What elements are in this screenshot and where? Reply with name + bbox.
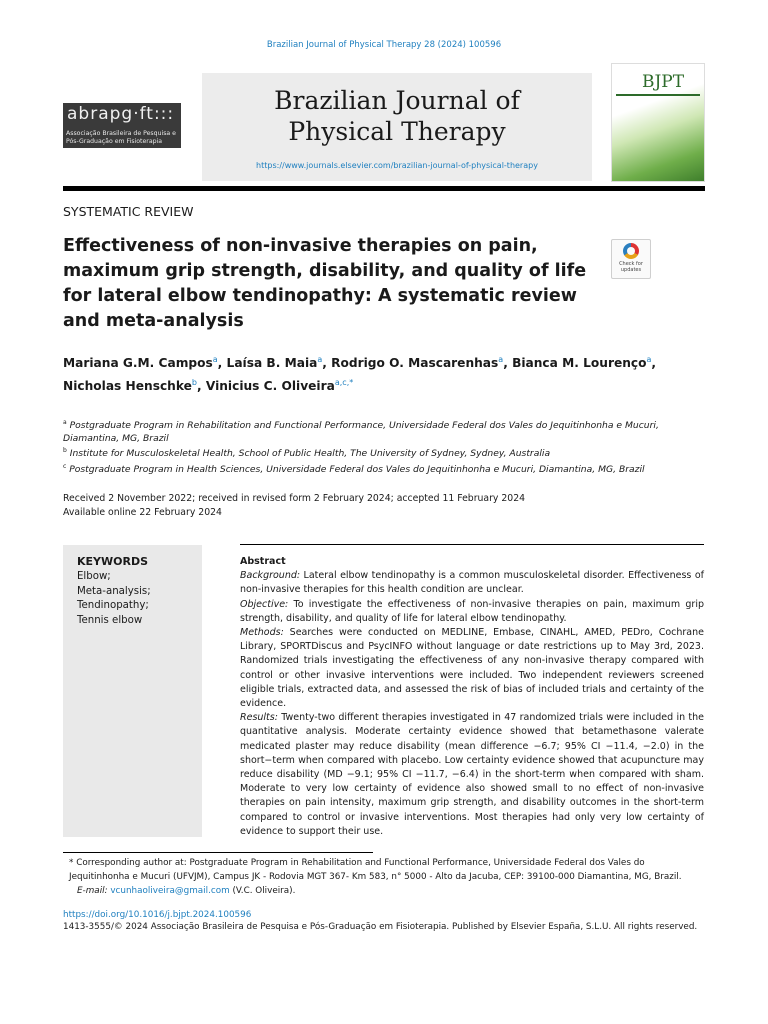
keywords-box [63,545,202,837]
corresponding-email-line: E-mail: vcunhaoliveira@gmail.com (V.C. Oliveira). [77,886,296,896]
journal-masthead [202,73,592,181]
affiliations [63,417,708,476]
author-name: Rodrigo O. Mascarenhas [331,356,499,371]
keyword-item: Elbow; [77,571,111,582]
cover-divider [616,94,700,96]
author-affiliation-marker[interactable]: a,c,* [334,378,354,388]
author-name: Nicholas Henschke [63,379,192,394]
abstract-results: Results: Twenty-two different therapies investigated in 47 randomized trials were included in the quantitative analysis. Moderate certainty evidence showed that betamethasone valerate medicated plaster may reduce disability (mean difference −6.7; 95% CI −11.4, −2.0) in the short−term when compared with placebo. Low certainty evidence showed that acupuncture may reduce disability (MD −9.1; 95% CI −11.7, −6.4) in the short-term when compared with sham. Moderate to very low certainty of evidence also showed small to no effect of non-invasive therapies on pain intensity, maximum grip strength, and disability outcomes in the short-term compared to control or invasive interventions. Most therapies had only very low certainty of evidence to support their use. [240,712,704,837]
affiliation-item: $^c$ Postgraduate Program in Health Sciences, Universidade Federal dos Vales do Jequitinhonha e Mucuri, Diamantina, MG, Brazil [63,462,645,475]
keywords-title: KEYWORDS [77,555,149,568]
abstract [240,555,704,839]
online-date: Available online 22 February 2024 [63,507,222,518]
header-rule [63,186,705,191]
author-affiliation-marker[interactable]: a [646,355,652,364]
author-affiliation-marker[interactable]: a [212,355,218,364]
author-affiliation-marker[interactable]: b [191,378,197,388]
author-name: Vinicius C. Oliveira [205,379,335,394]
crossmark-icon [623,243,639,259]
corresponding-author-footnote [63,856,708,898]
author-list: Mariana G.M. Campos$^a$, Laísa B. Maia$^a$, Rodrigo O. Mascarenhas$^a$, Bianca M. Lourenço$^a$, Nicholas Henschke$^b$, Vinicius C. Oliveira$^{a,c,*}$ [63,355,657,394]
article-dates [63,492,708,520]
email-link[interactable]: vcunhaoliveira@gmail.com [110,886,230,896]
journal-title [202,85,592,147]
article-title: Effectiveness of non-invasive therapies on pain, maximum grip strength, disability, and quality of life for lateral elbow tendinopathy: A systematic review and meta-analysis [63,236,587,331]
abstract-background: Background: Lateral elbow tendinopathy is a common musculoskeletal disorder. Effectiveness of non-invasive therapies for this health condition are unclear. [240,570,704,596]
author-affiliation-marker[interactable]: a [317,355,323,364]
corresponding-address: * Corresponding author at: Postgraduate Program in Rehabilitation and Functional Performance, Universidade Federal dos Vales do Jequitinhonha e Mucuri (UFVJM), Campus JK - Rodovia MGT 367- Km 583, n° 5000 - Alto da Jacuba, CEP: 39100-000 Diamantina, MG, Brazil. [69,858,682,882]
logo-wordmark: abrapg·ft::: [67,104,175,124]
author-name: Mariana G.M. Campos [63,356,213,371]
author-name: Bianca M. Lourenço [512,356,647,371]
abstract-objective: Objective: To investigate the effectiveness of non-invasive therapies on pain, maximum grip strength, disability, and quality of life for lateral elbow tendinopathy. [240,598,704,624]
abstract-rule [240,544,704,545]
abstract-heading: Abstract [240,556,286,567]
affiliation-item: $^a$ Postgraduate Program in Rehabilitation and Functional Performance, Universidade Federal dos Vales do Jequitinhonha e Mucuri, Diamantina, MG, Brazil [63,419,659,444]
journal-title-line-1: Brazilian Journal of [274,86,520,115]
author-name: Laísa B. Maia [226,356,318,371]
affiliation-item: $^b$ Institute for Musculoskeletal Health, School of Public Health, The University of Sydney, Sydney, Australia [63,447,551,460]
keyword-item: Tendinopathy; [77,600,149,611]
journal-url-link[interactable]: https://www.journals.elsevier.com/brazilian-journal-of-physical-therapy [256,161,538,170]
footnote-rule [63,852,373,853]
journal-reference-link[interactable]: Brazilian Journal of Physical Therapy 28 (2024) 100596 [266,40,502,50]
crossmark-label: Check for updates [619,261,643,273]
logo-subtitle-line-2: Pós-Graduação em Fisioterapia [66,138,163,145]
check-for-updates-button[interactable] [611,239,651,279]
doi-link[interactable]: https://doi.org/10.1016/j.bjpt.2024.100596 [63,910,252,920]
copyright-notice: 1413-3555/© 2024 Associação Brasileira de Pesquisa e Pós-Graduação em Fisioterapia. Published by Elsevier España, S.L.U. All rights reserved. [63,922,698,932]
keywords-list [77,570,151,628]
author-affiliation-marker[interactable]: a [498,355,504,364]
cover-title: BJPT [642,72,685,92]
abstract-methods: Methods: Searches were conducted on MEDLINE, Embase, CINAHL, AMED, PEDro, Cochrane Library, SPORTDiscus and PsycINFO without language or date restrictions up to May 3rd, 2023. Randomized trials investigating the effectiveness of any non-invasive therapy compared with control or other invasive interventions were included. Two independent reviewers screened eligible trials, extracted data, and assessed the risk of bias of included trials and certainty of the evidence. [240,627,704,710]
journal-cover-image [611,63,705,182]
received-dates: Received 2 November 2022; received in revised form 2 February 2024; accepted 11 February 2024 [63,493,526,504]
abrapg-logo [63,103,181,148]
keyword-item: Tennis elbow [77,614,143,626]
keyword-item: Meta-analysis; [77,585,151,597]
article-section-label: SYSTEMATIC REVIEW [63,204,194,219]
logo-subtitle-line-1: Associação Brasileira de Pesquisa e [66,130,176,137]
journal-title-line-2: Physical Therapy [288,117,506,146]
